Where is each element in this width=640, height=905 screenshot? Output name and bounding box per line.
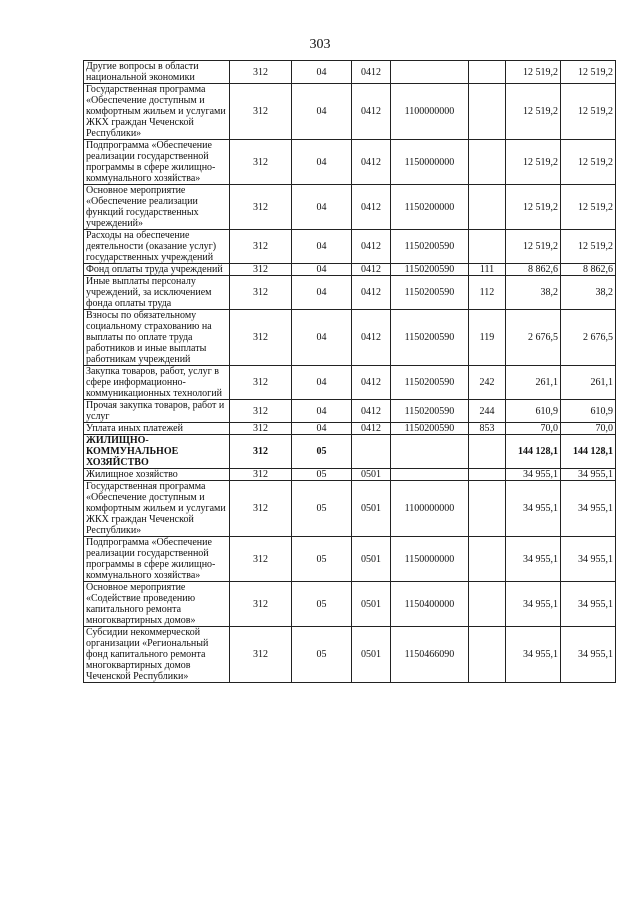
section-code-cell: 05 [292,537,352,582]
page-number: 303 [309,37,331,52]
table-row [84,310,616,366]
table-row [84,61,616,84]
expense-type-cell: 244 [469,400,506,423]
target-article-cell: 1150200000 [391,185,469,230]
table-row [84,481,616,537]
target-article-cell: 1150000000 [391,537,469,582]
subsection-code-cell: 0412 [352,230,391,264]
amount-cell-2: 34 955,1 [561,481,616,537]
subsection-code-cell: 0501 [352,469,391,481]
expense-type-cell: 112 [469,276,506,310]
table-body [84,61,616,683]
table-row [84,400,616,423]
section-code-cell: 05 [292,481,352,537]
target-article-cell [391,435,469,469]
section-code-cell: 04 [292,264,352,276]
amount-cell-2: 34 955,1 [561,582,616,627]
amount-cell: 34 955,1 [506,582,561,627]
section-code-cell: 04 [292,423,352,435]
row-name-cell: Закупка товаров, работ, услуг в сфере информационно-коммуникационных технологий [84,366,230,400]
ved-code-cell: 312 [230,84,292,140]
target-article-cell: 1100000000 [391,481,469,537]
expense-type-cell [469,230,506,264]
amount-cell: 144 128,1 [506,435,561,469]
amount-cell: 34 955,1 [506,537,561,582]
amount-cell-2: 70,0 [561,423,616,435]
table-row [84,537,616,582]
section-code-cell: 04 [292,230,352,264]
section-code-cell: 04 [292,61,352,84]
target-article-cell: 1150466090 [391,627,469,683]
subsection-code-cell: 0412 [352,84,391,140]
row-name-cell: Иные выплаты персоналу учреждений, за исключением фонда оплаты труда [84,276,230,310]
expense-type-cell [469,627,506,683]
amount-cell: 34 955,1 [506,627,561,683]
expense-type-cell: 119 [469,310,506,366]
subsection-code-cell: 0501 [352,537,391,582]
amount-cell-2: 34 955,1 [561,469,616,481]
amount-cell: 261,1 [506,366,561,400]
ved-code-cell: 312 [230,537,292,582]
target-article-cell: 1150200590 [391,400,469,423]
amount-cell: 12 519,2 [506,61,561,84]
ved-code-cell: 312 [230,469,292,481]
table-row [84,435,616,469]
row-name-cell: Подпрограмма «Обеспечение реализации государственной программы в сфере жилищно-коммунального хозяйства» [84,537,230,582]
amount-cell: 38,2 [506,276,561,310]
row-name-cell: ЖИЛИЩНО-КОММУНАЛЬНОЕ ХОЗЯЙСТВО [84,435,230,469]
expense-type-cell: 853 [469,423,506,435]
amount-cell: 12 519,2 [506,84,561,140]
target-article-cell [391,469,469,481]
expense-type-cell [469,61,506,84]
target-article-cell: 1100000000 [391,84,469,140]
ved-code-cell: 312 [230,627,292,683]
ved-code-cell: 312 [230,400,292,423]
ved-code-cell: 312 [230,423,292,435]
row-name-cell: Другие вопросы в области национальной экономики [84,61,230,84]
row-name-cell: Прочая закупка товаров, работ и услуг [84,400,230,423]
target-article-cell: 1150000000 [391,140,469,185]
expense-type-cell: 111 [469,264,506,276]
target-article-cell: 1150200590 [391,366,469,400]
section-code-cell: 04 [292,310,352,366]
subsection-code-cell: 0412 [352,310,391,366]
subsection-code-cell: 0412 [352,140,391,185]
amount-cell-2: 261,1 [561,366,616,400]
row-name-cell: Фонд оплаты труда учреждений [84,264,230,276]
amount-cell: 2 676,5 [506,310,561,366]
section-code-cell: 04 [292,140,352,185]
amount-cell-2: 144 128,1 [561,435,616,469]
table-row [84,423,616,435]
ved-code-cell: 312 [230,61,292,84]
subsection-code-cell: 0412 [352,423,391,435]
subsection-code-cell: 0412 [352,185,391,230]
section-code-cell: 04 [292,185,352,230]
row-name-cell: Подпрограмма «Обеспечение реализации государственной программы в сфере жилищно-коммунального хозяйства» [84,140,230,185]
subsection-code-cell: 0412 [352,400,391,423]
table-row [84,469,616,481]
amount-cell-2: 12 519,2 [561,140,616,185]
amount-cell-2: 610,9 [561,400,616,423]
expense-type-cell [469,582,506,627]
row-name-cell: Основное мероприятие «Обеспечение реализации функций государственных учреждений» [84,185,230,230]
ved-code-cell: 312 [230,435,292,469]
expense-type-cell [469,537,506,582]
table-row [84,230,616,264]
section-code-cell: 05 [292,469,352,481]
expense-type-cell: 242 [469,366,506,400]
subsection-code-cell: 0501 [352,582,391,627]
ved-code-cell: 312 [230,366,292,400]
section-code-cell: 04 [292,276,352,310]
expense-type-cell [469,469,506,481]
target-article-cell: 1150200590 [391,276,469,310]
section-code-cell: 04 [292,84,352,140]
row-name-cell: Уплата иных платежей [84,423,230,435]
section-code-cell: 05 [292,582,352,627]
ved-code-cell: 312 [230,264,292,276]
amount-cell-2: 38,2 [561,276,616,310]
target-article-cell: 1150400000 [391,582,469,627]
row-name-cell: Взносы по обязательному социальному страхованию на выплаты по оплате труда работников и иные выплаты работникам учреждений [84,310,230,366]
row-name-cell: Жилищное хозяйство [84,469,230,481]
amount-cell-2: 12 519,2 [561,84,616,140]
target-article-cell: 1150200590 [391,423,469,435]
amount-cell-2: 12 519,2 [561,185,616,230]
section-code-cell: 04 [292,400,352,423]
expense-type-cell [469,185,506,230]
table-row [84,84,616,140]
section-code-cell: 05 [292,627,352,683]
ved-code-cell: 312 [230,185,292,230]
row-name-cell: Расходы на обеспечение деятельности (оказание услуг) государственных учреждений [84,230,230,264]
table-row [84,627,616,683]
table-row [84,366,616,400]
ved-code-cell: 312 [230,310,292,366]
table-row [84,264,616,276]
table-row [84,140,616,185]
row-name-cell: Основное мероприятие «Содействие проведению капитального ремонта многоквартирных домов» [84,582,230,627]
amount-cell: 12 519,2 [506,230,561,264]
amount-cell-2: 34 955,1 [561,627,616,683]
row-name-cell: Государственная программа «Обеспечение доступным и комфортным жильем и услугами ЖКХ граждан Чеченской Республики» [84,481,230,537]
amount-cell: 610,9 [506,400,561,423]
target-article-cell: 1150200590 [391,230,469,264]
subsection-code-cell: 0412 [352,276,391,310]
table-row [84,276,616,310]
table-row [84,582,616,627]
ved-code-cell: 312 [230,276,292,310]
section-code-cell: 04 [292,366,352,400]
ved-code-cell: 312 [230,230,292,264]
subsection-code-cell: 0501 [352,481,391,537]
amount-cell-2: 8 862,6 [561,264,616,276]
subsection-code-cell: 0412 [352,61,391,84]
section-code-cell: 05 [292,435,352,469]
amount-cell-2: 12 519,2 [561,230,616,264]
target-article-cell: 1150200590 [391,310,469,366]
subsection-code-cell: 0412 [352,366,391,400]
amount-cell: 8 862,6 [506,264,561,276]
row-name-cell: Субсидии некоммерческой организации «Региональный фонд капитального ремонта многоквартирных домов Чеченской Республики» [84,627,230,683]
ved-code-cell: 312 [230,481,292,537]
subsection-code-cell [352,435,391,469]
row-name-cell: Государственная программа «Обеспечение доступным и комфортным жильем и услугами ЖКХ граждан Чеченской Республики» [84,84,230,140]
amount-cell-2: 34 955,1 [561,537,616,582]
budget-table [83,60,616,683]
target-article-cell [391,61,469,84]
amount-cell: 34 955,1 [506,469,561,481]
subsection-code-cell: 0501 [352,627,391,683]
amount-cell: 12 519,2 [506,185,561,230]
amount-cell: 12 519,2 [506,140,561,185]
amount-cell: 34 955,1 [506,481,561,537]
table-row [84,185,616,230]
expense-type-cell [469,84,506,140]
subsection-code-cell: 0412 [352,264,391,276]
expense-type-cell [469,140,506,185]
amount-cell-2: 2 676,5 [561,310,616,366]
ved-code-cell: 312 [230,582,292,627]
amount-cell-2: 12 519,2 [561,61,616,84]
expense-type-cell [469,481,506,537]
expense-type-cell [469,435,506,469]
target-article-cell: 1150200590 [391,264,469,276]
ved-code-cell: 312 [230,140,292,185]
amount-cell: 70,0 [506,423,561,435]
